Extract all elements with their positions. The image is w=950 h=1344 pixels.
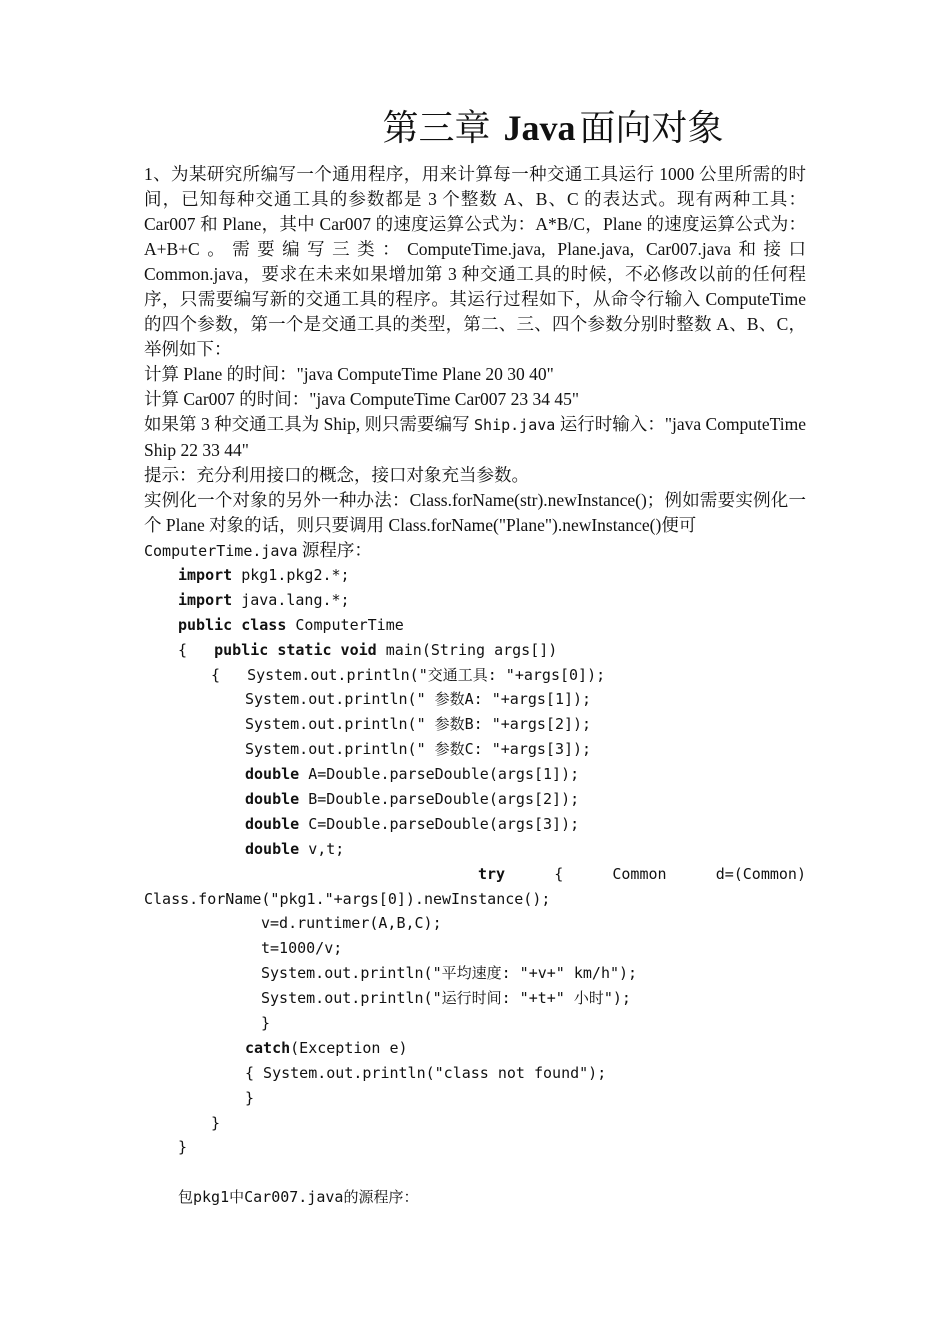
page-title bbox=[0, 100, 950, 151]
ship-paragraph bbox=[144, 412, 806, 463]
example-plane: 计算 Plane 的时间："java ComputeTime Plane 20 30 40" bbox=[144, 364, 554, 384]
source-label-text: 源程序： bbox=[297, 540, 372, 560]
code-line: double B=Double.parseDouble(args[2]); bbox=[245, 790, 580, 809]
code-line: catch(Exception e) bbox=[245, 1038, 408, 1057]
title-suffix: 面向对象 bbox=[579, 108, 724, 148]
code-line: { System.out.println("class not found"); bbox=[245, 1063, 607, 1082]
code-line: t=1000/v; bbox=[261, 939, 343, 958]
code-line: { public static void main(String args[]) bbox=[178, 640, 558, 659]
code-line: double C=Double.parseDouble(args[3]); bbox=[245, 814, 580, 833]
code-line: } bbox=[211, 1113, 221, 1132]
example-car: 计算 Car007 的时间："java ComputeTime Car007 23 34 45" bbox=[144, 389, 580, 409]
title-prefix: 第三章 bbox=[382, 108, 491, 148]
ship-text-b: 运行时输入："java ComputeTime Ship 22 33 44" bbox=[144, 414, 807, 460]
ship-text-a: 如果第 3 种交通工具为 Ship, 则只需要编写 bbox=[144, 414, 475, 434]
code-line: import java.lang.*; bbox=[178, 590, 350, 609]
code-line: import pkg1.pkg2.*; bbox=[178, 566, 350, 584]
code-line: } bbox=[178, 1138, 188, 1157]
ship-filename: Ship.java bbox=[474, 416, 556, 434]
code-block bbox=[144, 563, 806, 1160]
code-line: System.out.println(" 参数B: "+args[2]); bbox=[245, 715, 592, 734]
code-line: { System.out.println("交通工具: "+args[0]); bbox=[211, 665, 606, 684]
code-line: Class.forName("pkg1."+args[0]).newInstance(); bbox=[144, 889, 551, 908]
document-body bbox=[144, 162, 806, 564]
footer-caption: 包pkg1中Car007.java的源程序： bbox=[178, 1188, 419, 1206]
hint: 提示：充分利用接口的概念，接口对象充当参数。 bbox=[144, 465, 529, 485]
code-line: } bbox=[245, 1088, 255, 1107]
code-line: System.out.println("运行时间: "+t+" 小时"); bbox=[261, 989, 631, 1008]
intro-paragraph: 1、为某研究所编写一个通用程序，用来计算每一种交通工具运行 1000 公里所需的时间，已知每种交通工具的参数都是 3 个整数 A、B、C 的表达式。现有两种工具：Car007 和 Plane，其中 Car007 的速度运算公式为：A*B/C，Plane 的速度运算公式为：A+B+C。需要编写三类：ComputeTime.java, Plane.java, Car007.java和接口 Common.java，要求在未来如果增加第 3 种交通工具的时候，不必修改以前的任何程序，只需要编写新的交通工具的程序。其运行过程如下，从命令行输入 ComputeTime 的四个参数，第一个是交通工具的类型，第二、三、四个参数分别时整数 A、B、C，举例如下： bbox=[144, 164, 806, 359]
code-line: System.out.println(" 参数C: "+args[3]); bbox=[245, 740, 592, 759]
code-line: System.out.println(" 参数A: "+args[1]); bbox=[245, 690, 592, 709]
code-line: v=d.runtimer(A,B,C); bbox=[261, 914, 442, 933]
code-line: } bbox=[261, 1014, 271, 1033]
code-line: System.out.println("平均速度: "+v+" km/h"); bbox=[261, 964, 638, 983]
code-line: public class ComputerTime bbox=[178, 615, 404, 634]
instantiate-paragraph: 实例化一个对象的另外一种办法：Class.forName(str).newInstance()；例如需要实例化一个 Plane 对象的话，则只要调用 Class.forName("Plane").newInstance()便可 bbox=[144, 490, 806, 535]
source-filename: ComputerTime.java bbox=[144, 542, 298, 560]
code-line: double A=Double.parseDouble(args[1]); bbox=[245, 765, 580, 784]
code-line-try: try { Common d=(Common) bbox=[478, 864, 806, 883]
code-line: double v,t; bbox=[245, 839, 345, 858]
source-label bbox=[144, 538, 806, 564]
title-bold: Java bbox=[503, 108, 576, 148]
